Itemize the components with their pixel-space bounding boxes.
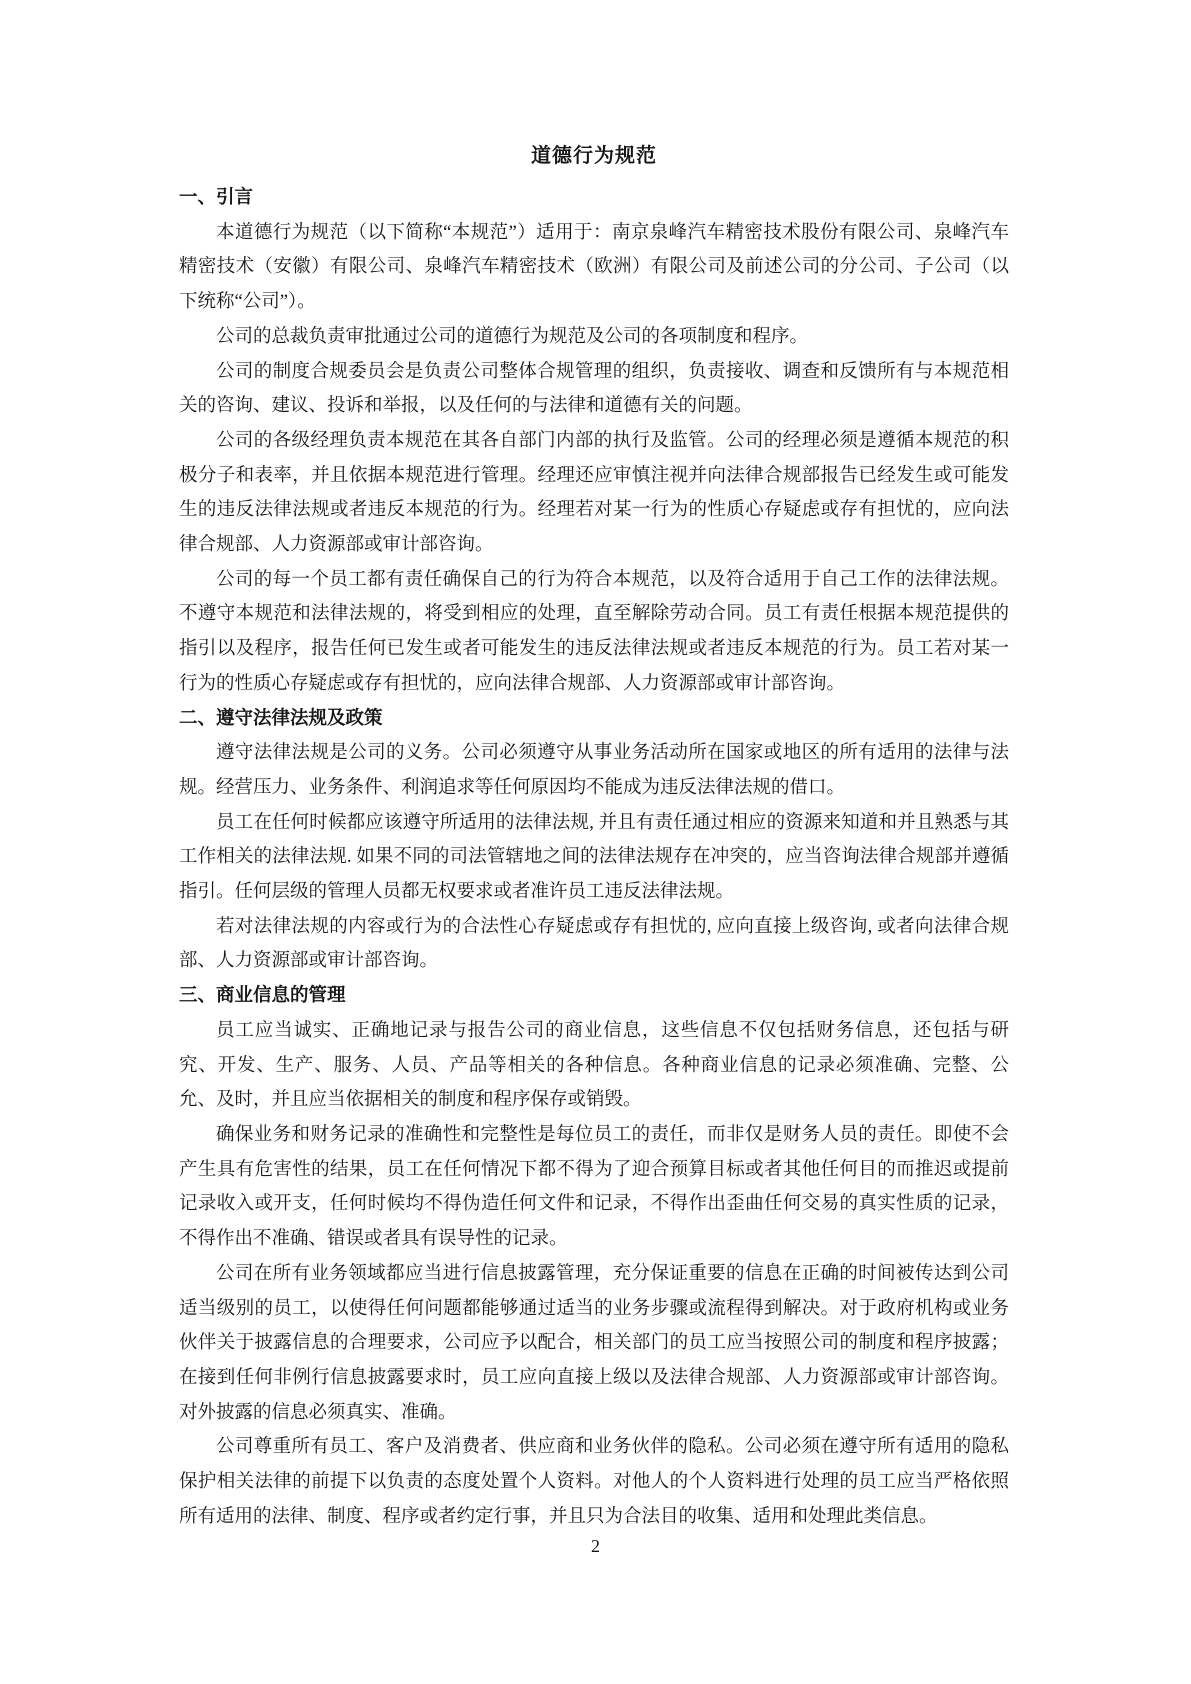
- paragraph: 公司的制度合规委员会是负责公司整体合规管理的组织，负责接收、调查和反馈所有与本规范相关的咨询、建议、投诉和举报，以及任何的与法律和道德有关的问题。: [179, 361, 1009, 417]
- paragraph: 本道德行为规范（以下简称“本规范”）适用于：南京泉峰汽车精密技术股份有限公司、泉峰汽车精密技术（安徽）有限公司、泉峰汽车精密技术（欧洲）有限公司及前述公司的分公司、子公司（以下统称“公司”）。: [179, 222, 1009, 313]
- paragraph: 公司的总裁负责审批通过公司的道德行为规范及公司的各项制度和程序。: [216, 326, 809, 347]
- paragraph: 遵守法律法规是公司的义务。公司必须遵守从事业务活动所在国家或地区的所有适用的法律与法规。经营压力、业务条件、利润追求等任何原因均不能成为违反法律法规的借口。: [179, 743, 1009, 798]
- document-content: [179, 138, 1009, 1534]
- paragraph: 若对法律法规的内容或行为的合法性心存疑虑或存有担忧的, 应向直接上级咨询, 或者向法律合规部、人力资源部或审计部咨询。: [179, 916, 1009, 972]
- section-heading: 一、引言: [179, 188, 254, 208]
- paragraph: 公司的每一个员工都有责任确保自己的行为符合本规范，以及符合适用于自己工作的法律法规。不遵守本规范和法律法规的，将受到相应的处理，直至解除劳动合同。员工有责任根据本规范提供的指引以及程序，报告任何已发生或者可能发生的违反法律法规或者违反本规范的行为。员工若对某一行为的性质心存疑虑或存有担忧的，应向法律合规部、人力资源部或审计部咨询。: [179, 569, 1009, 694]
- paragraph: 公司在所有业务领域都应当进行信息披露管理，充分保证重要的信息在正确的时间被传达到公司适当级别的员工，以使得任何问题都能够通过适当的业务步骤或流程得到解决。对于政府机构或业务伙伴关于披露信息的合理要求，公司应予以配合，相关部门的员工应当按照公司的制度和程序披露；在接到任何非例行信息披露要求时，员工应向直接上级以及法律合规部、人力资源部或审计部咨询。对外披露的信息必须真实、准确。: [179, 1263, 1009, 1423]
- paragraph: 员工在任何时候都应该遵守所适用的法律法规, 并且有责任通过相应的资源来知道和并且熟悉与其工作相关的法律法规. 如果不同的司法管辖地之间的法律法规存在冲突的，应当咨询法律合规部并遵循指引。任何层级的管理人员都无权要求或者准许员工违反法律法规。: [179, 812, 1009, 903]
- page-number: 2: [591, 1536, 600, 1556]
- section-heading: 三、商业信息的管理: [179, 986, 346, 1007]
- document-body: [179, 181, 1009, 1534]
- paragraph: 确保业务和财务记录的准确性和完整性是每位员工的责任，而非仅是财务人员的责任。即使不会产生具有危害性的结果，员工在任何情况下都不得为了迎合预算目标或者其他任何目的而推迟或提前记录收入或开支，任何时候均不得伪造任何文件和记录，不得作出歪曲任何交易的真实性质的记录，不得作出不准确、错误或者具有误导性的记录。: [179, 1124, 1009, 1250]
- document-title: 道德行为规范: [531, 145, 657, 167]
- section-heading: 二、遵守法律法规及政策: [179, 708, 383, 729]
- paragraph: 员工应当诚实、正确地记录与报告公司的商业信息，这些信息不仅包括财务信息，还包括与研究、开发、生产、服务、人员、产品等相关的各种信息。各种商业信息的记录必须准确、完整、公允、及时，并且应当依据相关的制度和程序保存或销毁。: [179, 1020, 1009, 1111]
- paragraph: 公司的各级经理负责本规范在其各自部门内部的执行及监管。公司的经理必须是遵循本规范的积极分子和表率，并且依据本规范进行管理。经理还应审慎注视并向法律合规部报告已经发生或可能发生的违反法律法规或者违反本规范的行为。经理若对某一行为的性质心存疑虑或存有担忧的，应向法律合规部、人力资源部或审计部咨询。: [179, 430, 1009, 556]
- paragraph: 公司尊重所有员工、客户及消费者、供应商和业务伙伴的隐私。公司必须在遵守所有适用的隐私保护相关法律的前提下以负责的态度处置个人资料。对他人的个人资料进行处理的员工应当严格依照所有适用的法律、制度、程序或者约定行事，并且只为合法目的收集、适用和处理此类信息。: [179, 1437, 1009, 1527]
